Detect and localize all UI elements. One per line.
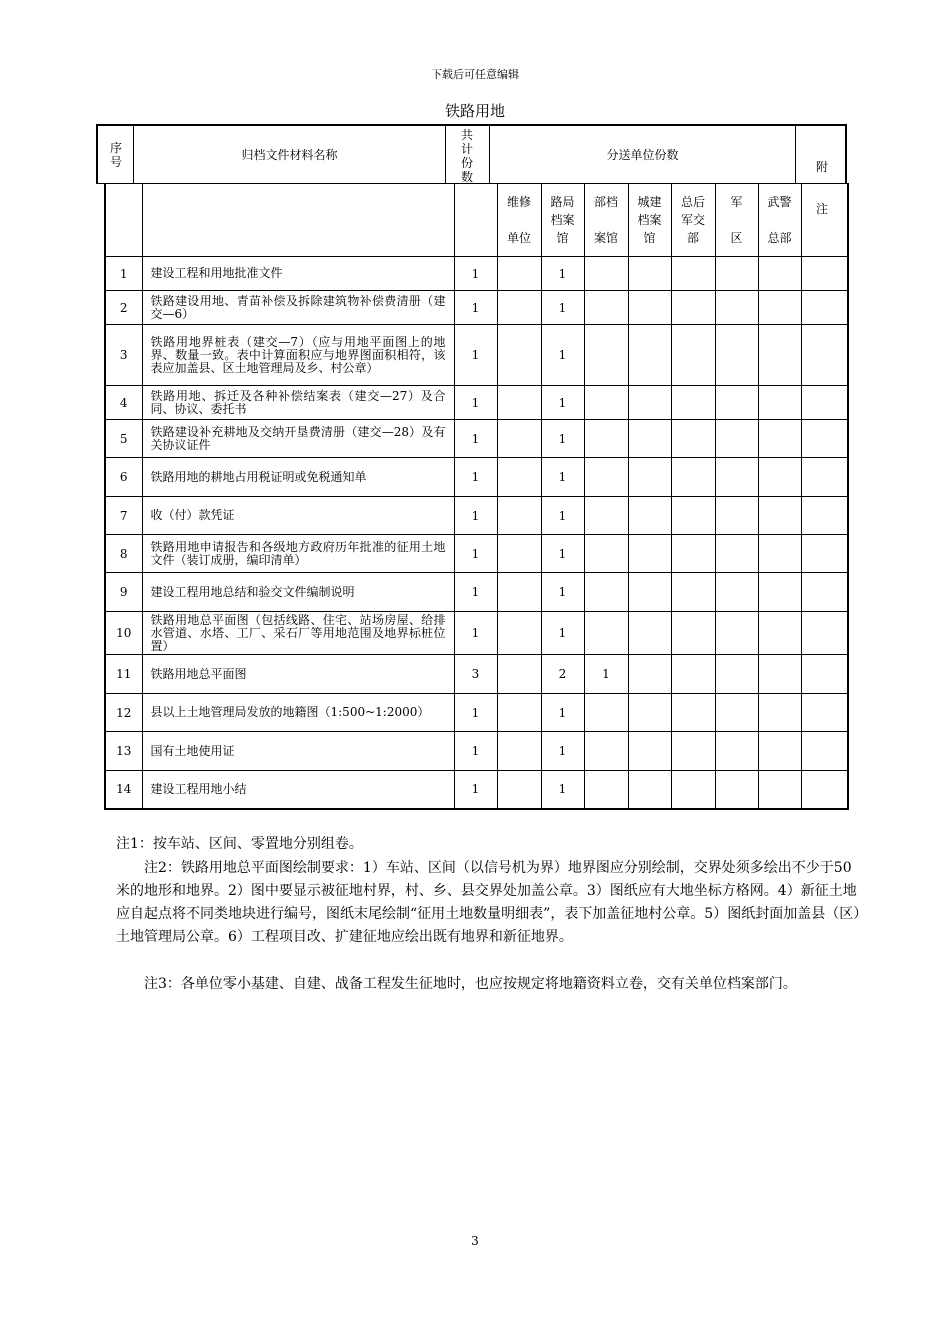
table-row [105, 771, 848, 809]
row-empty-cell [671, 386, 715, 420]
row-name: 铁路用地界桩表（建交—7）（应与用地平面图上的地界、数量一致。表中计算面积应与地界图面积相符，该表应加盖县、区土地管理局及乡、村公章） [142, 325, 454, 386]
row-bureau-archive: 1 [541, 497, 584, 535]
row-empty-cell [628, 458, 671, 497]
table-header-top [96, 124, 847, 216]
sub-header-row [105, 184, 848, 257]
row-total: 1 [454, 694, 497, 732]
row-maintenance [497, 535, 541, 573]
row-empty-cell [671, 497, 715, 535]
row-ministry-archive [584, 732, 628, 771]
table-row [105, 386, 848, 420]
row-empty-cell [628, 612, 671, 655]
row-empty-cell [628, 694, 671, 732]
row-ministry-archive [584, 420, 628, 458]
row-maintenance [497, 386, 541, 420]
row-number: 11 [105, 655, 142, 694]
sub-col-3: 部档 案馆 [584, 184, 628, 257]
row-bureau-archive: 1 [541, 771, 584, 809]
row-bureau-archive: 1 [541, 386, 584, 420]
sub-col-6: 军 区 [715, 184, 758, 257]
row-empty-cell [715, 655, 758, 694]
row-maintenance [497, 458, 541, 497]
row-bureau-archive: 1 [541, 325, 584, 386]
row-total: 1 [454, 325, 497, 386]
row-empty-cell [758, 732, 801, 771]
row-bureau-archive: 1 [541, 257, 584, 291]
row-number: 12 [105, 694, 142, 732]
row-empty-cell [628, 257, 671, 291]
row-bureau-archive: 2 [541, 655, 584, 694]
row-empty-cell [758, 655, 801, 694]
row-empty-cell [715, 291, 758, 325]
row-maintenance [497, 694, 541, 732]
row-total: 1 [454, 257, 497, 291]
row-number: 14 [105, 771, 142, 809]
row-empty-cell [715, 573, 758, 612]
row-empty-cell [715, 535, 758, 573]
row-maintenance [497, 257, 541, 291]
row-empty-cell [628, 291, 671, 325]
row-total: 1 [454, 771, 497, 809]
row-name: 国有土地使用证 [142, 732, 454, 771]
row-empty-cell [801, 655, 848, 694]
row-empty-cell [758, 497, 801, 535]
row-ministry-archive [584, 535, 628, 573]
row-empty-cell [758, 535, 801, 573]
note-1: 注1：按车站、区间、零置地分别组卷。 [116, 836, 363, 852]
row-empty-cell [671, 420, 715, 458]
row-empty-cell [715, 325, 758, 386]
table-row [105, 458, 848, 497]
row-name: 铁路用地、拆迁及各种补偿结案表（建交—27）及合同、协议、委托书 [142, 386, 454, 420]
row-ministry-archive [584, 694, 628, 732]
table-row [105, 573, 848, 612]
row-ministry-archive [584, 386, 628, 420]
download-note: 下载后可任意编辑 [431, 68, 519, 81]
row-name: 铁路用地申请报告和各级地方政府历年批准的征用土地文件（装订成册，编印清单） [142, 535, 454, 573]
row-number: 7 [105, 497, 142, 535]
row-empty-cell [671, 771, 715, 809]
row-empty-cell [758, 420, 801, 458]
table-row [105, 655, 848, 694]
row-total: 1 [454, 420, 497, 458]
sub-col-1: 维修 单位 [497, 184, 541, 257]
row-ministry-archive [584, 497, 628, 535]
table-row [105, 420, 848, 458]
table-title: 铁路用地 [444, 102, 505, 120]
row-empty-cell [801, 291, 848, 325]
row-empty-cell [671, 458, 715, 497]
row-name: 县以上土地管理局发放的地籍图（1:500~1:2000） [142, 694, 454, 732]
row-empty-cell [758, 257, 801, 291]
row-empty-cell [758, 771, 801, 809]
row-total: 1 [454, 732, 497, 771]
row-total: 1 [454, 573, 497, 612]
row-empty-cell [671, 612, 715, 655]
row-empty-cell [801, 420, 848, 458]
row-empty-cell [715, 386, 758, 420]
header-total: 共 计 份 数 [460, 128, 473, 184]
table-row [105, 291, 848, 325]
row-total: 1 [454, 612, 497, 655]
row-bureau-archive: 1 [541, 420, 584, 458]
row-name: 建设工程和用地批准文件 [142, 257, 454, 291]
row-empty-cell [671, 257, 715, 291]
row-empty-cell [801, 458, 848, 497]
row-maintenance [497, 291, 541, 325]
row-empty-cell [628, 732, 671, 771]
page-number: 3 [471, 1234, 479, 1248]
table-row [105, 497, 848, 535]
row-empty-cell [801, 257, 848, 291]
row-empty-cell [628, 420, 671, 458]
row-empty-cell [671, 573, 715, 612]
row-maintenance [497, 655, 541, 694]
row-empty-cell [715, 612, 758, 655]
row-empty-cell [758, 612, 801, 655]
row-empty-cell [628, 535, 671, 573]
row-empty-cell [801, 732, 848, 771]
row-ministry-archive: 1 [584, 655, 628, 694]
row-empty-cell [628, 655, 671, 694]
row-name: 铁路用地的耕地占用税证明或免税通知单 [142, 458, 454, 497]
row-name: 铁路建设用地、青苗补偿及拆除建筑物补偿费清册（建交—6） [142, 291, 454, 325]
row-ministry-archive [584, 573, 628, 612]
row-empty-cell [758, 291, 801, 325]
row-maintenance [497, 420, 541, 458]
row-name: 收（付）款凭证 [142, 497, 454, 535]
table-row [105, 257, 848, 291]
row-empty-cell [628, 386, 671, 420]
row-empty-cell [801, 535, 848, 573]
row-name: 铁路用地总平面图 [142, 655, 454, 694]
row-empty-cell [801, 612, 848, 655]
row-empty-cell [671, 732, 715, 771]
row-bureau-archive: 1 [541, 458, 584, 497]
note-2: 注2：铁路用地总平面图绘制要求：1）车站、区间（以信号机为界）地界图应分别绘制，交界处须多绘出不少于50米的地形和地界。2）图中要显示被征地村界，村、乡、县交界处加盖公章。3）图纸应有大地坐标方格网。4）新征土地应自起点将不同类地块进行编号，图纸末尾绘制“征用土地数量明细表”，表下加盖征地村公章。5）图纸封面加盖县（区）土地管理局公章。6）工程项目改、扩建征地应绘出既有地界和新征地界。 [116, 860, 861, 945]
row-empty-cell [715, 771, 758, 809]
row-empty-cell [715, 420, 758, 458]
header-remark-1: 附 注 [815, 160, 828, 216]
header-name: 归档文件材料名称 [241, 148, 338, 162]
row-empty-cell [758, 458, 801, 497]
row-empty-cell [715, 497, 758, 535]
note-3: 注3：各单位零小基建、自建、战备工程发生征地时，也应按规定将地籍资料立卷，交有关单位档案部门。 [144, 976, 797, 992]
row-number: 4 [105, 386, 142, 420]
row-empty-cell [758, 573, 801, 612]
row-empty-cell [801, 386, 848, 420]
row-maintenance [497, 732, 541, 771]
row-number: 1 [105, 257, 142, 291]
row-empty-cell [628, 497, 671, 535]
row-bureau-archive: 1 [541, 291, 584, 325]
row-empty-cell [801, 497, 848, 535]
row-number: 2 [105, 291, 142, 325]
table-row [105, 732, 848, 771]
row-name: 铁路建设补充耕地及交纳开垦费清册（建交—28）及有关协议证件 [142, 420, 454, 458]
row-empty-cell [801, 573, 848, 612]
row-number: 6 [105, 458, 142, 497]
row-ministry-archive [584, 325, 628, 386]
row-bureau-archive: 1 [541, 573, 584, 612]
row-number: 9 [105, 573, 142, 612]
row-bureau-archive: 1 [541, 694, 584, 732]
archive-table [104, 183, 849, 810]
row-empty-cell [671, 291, 715, 325]
row-empty-cell [671, 694, 715, 732]
sub-col-7: 武警 总部 [758, 184, 801, 257]
row-maintenance [497, 612, 541, 655]
row-empty-cell [758, 325, 801, 386]
table-row [105, 612, 848, 655]
table-row [105, 694, 848, 732]
header-distribution: 分送单位份数 [606, 148, 679, 162]
sub-col-5: 总后 军交 部 [671, 184, 715, 257]
sub-col-2: 路局 档案 馆 [541, 184, 584, 257]
header-seq: 序 号 [109, 141, 122, 169]
row-ministry-archive [584, 771, 628, 809]
row-total: 3 [454, 655, 497, 694]
row-maintenance [497, 771, 541, 809]
row-ministry-archive [584, 291, 628, 325]
row-maintenance [497, 573, 541, 612]
row-ministry-archive [584, 257, 628, 291]
row-empty-cell [801, 694, 848, 732]
remark-col [801, 184, 848, 257]
row-bureau-archive: 1 [541, 732, 584, 771]
row-name: 建设工程用地总结和验交文件编制说明 [142, 573, 454, 612]
row-empty-cell [715, 694, 758, 732]
row-bureau-archive: 1 [541, 535, 584, 573]
row-number: 5 [105, 420, 142, 458]
row-name: 铁路用地总平面图（包括线路、住宅、站场房屋、给排水管道、水塔、工厂、采石厂等用地范围及地界标桩位置） [142, 612, 454, 655]
row-empty-cell [671, 535, 715, 573]
row-total: 1 [454, 535, 497, 573]
row-maintenance [497, 497, 541, 535]
row-empty-cell [715, 257, 758, 291]
row-empty-cell [628, 573, 671, 612]
row-empty-cell [671, 655, 715, 694]
row-empty-cell [628, 325, 671, 386]
row-number: 13 [105, 732, 142, 771]
row-ministry-archive [584, 612, 628, 655]
row-empty-cell [758, 386, 801, 420]
sub-col-4: 城建 档案 馆 [628, 184, 671, 257]
row-total: 1 [454, 458, 497, 497]
row-number: 8 [105, 535, 142, 573]
row-ministry-archive [584, 458, 628, 497]
row-total: 1 [454, 497, 497, 535]
row-empty-cell [758, 694, 801, 732]
row-empty-cell [715, 732, 758, 771]
row-total: 1 [454, 291, 497, 325]
row-number: 10 [105, 612, 142, 655]
table-row [105, 535, 848, 573]
row-empty-cell [715, 458, 758, 497]
row-bureau-archive: 1 [541, 612, 584, 655]
table-row [105, 325, 848, 386]
row-total: 1 [454, 386, 497, 420]
row-name: 建设工程用地小结 [142, 771, 454, 809]
row-number: 3 [105, 325, 142, 386]
row-empty-cell [801, 325, 848, 386]
row-empty-cell [801, 771, 848, 809]
row-empty-cell [628, 771, 671, 809]
row-empty-cell [671, 325, 715, 386]
row-maintenance [497, 325, 541, 386]
